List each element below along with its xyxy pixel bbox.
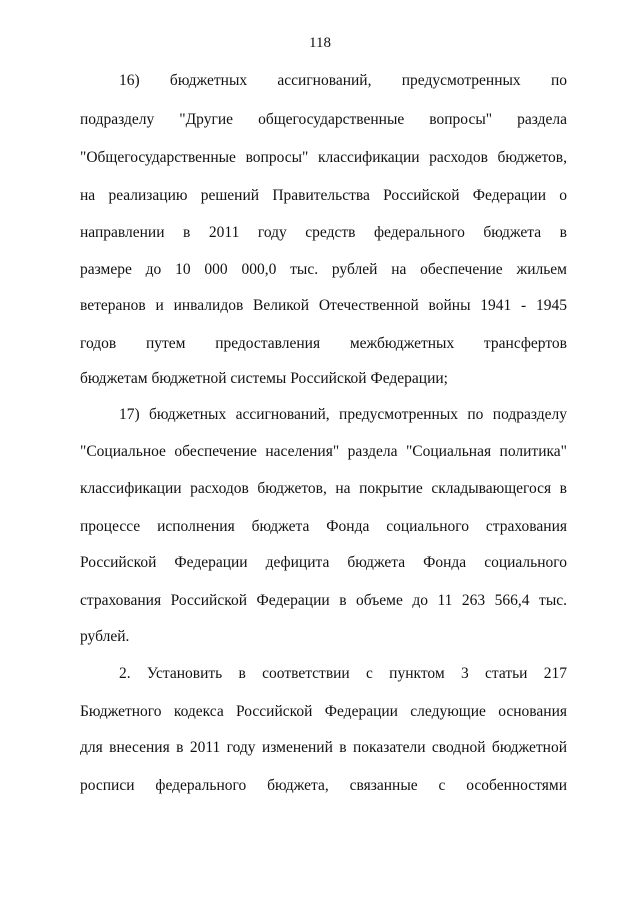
text-line: росписи федерального бюджета, связанные с особенностями	[80, 777, 567, 794]
text-line: Российской Федерации дефицита бюджета Фонда социального	[80, 554, 567, 571]
text-line: для внесения в 2011 году изменений в показатели сводной бюджетной	[80, 739, 567, 756]
text-line: классификации расходов бюджетов, на покрытие складывающегося в	[80, 480, 567, 497]
text-line: 2. Установить в соответствии с пунктом 3 статьи 217	[119, 665, 567, 682]
text-line: бюджетам бюджетной системы Российской Федерации;	[80, 370, 448, 387]
text-line: "Социальное обеспечение населения" раздела "Социальная политика"	[80, 443, 567, 460]
text-line: на реализацию решений Правительства Российской Федерации о	[80, 187, 567, 204]
text-line: "Общегосударственные вопросы" классификации расходов бюджетов,	[80, 149, 567, 166]
page-number: 118	[309, 35, 331, 51]
text-line: направлении в 2011 году средств федерального бюджета в	[80, 224, 567, 241]
text-line: размере до 10 000 000,0 тыс. рублей на обеспечение жильем	[80, 261, 567, 278]
text-line: ветеранов и инвалидов Великой Отечественной войны 1941 - 1945	[80, 297, 567, 314]
text-line: рублей.	[80, 628, 130, 645]
text-line: страхования Российской Федерации в объеме до 11 263 566,4 тыс.	[80, 592, 567, 609]
text-line: годов путем предоставления межбюджетных трансфертов	[80, 335, 567, 352]
text-line: Бюджетного кодекса Российской Федерации следующие основания	[80, 703, 567, 720]
text-line: 16) бюджетных ассигнований, предусмотренных по	[119, 72, 567, 89]
text-line: подразделу "Другие общегосударственные вопросы" раздела	[80, 111, 567, 128]
text-line: процессе исполнения бюджета Фонда социального страхования	[80, 518, 567, 535]
text-line: 17) бюджетных ассигнований, предусмотренных по подразделу	[119, 406, 567, 423]
